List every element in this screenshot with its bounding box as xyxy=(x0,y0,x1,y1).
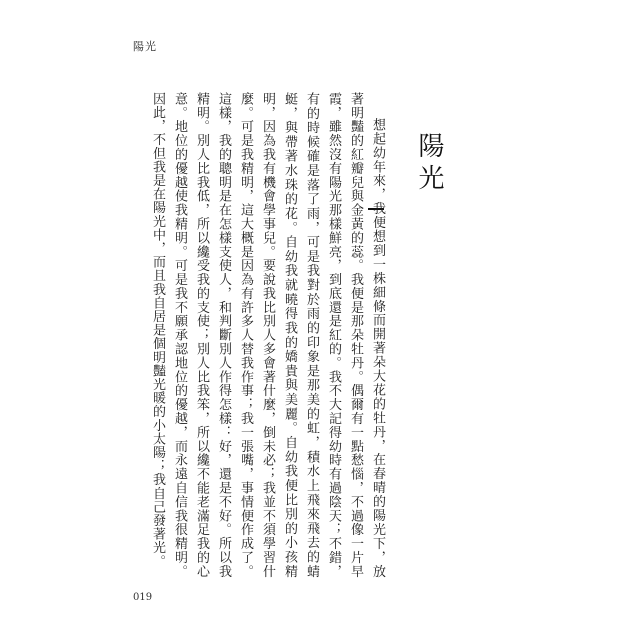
body-text xyxy=(150,92,388,578)
page-number: 019 xyxy=(133,592,153,603)
running-head: 陽光 xyxy=(133,40,157,53)
chapter-title: 陽光 xyxy=(414,132,444,196)
paragraph: 想起幼年來，我便想到一株細條而開著朵大花的牡丹，在春晴的陽光下，放著明豔的紅瓣兒與金黃的蕊。我便是那朵牡丹。偶爾有一點愁惱，不過像一片早霞，雖然沒有陽光那樣鮮亮，到底還是紅的。我不大記得幼時有過陰天；不錯，有的時候確是落了雨，可是我對於雨的印象是那美的虹，積水上飛來飛去的蜻蜓，與帶著水珠的花。自幼我就曉得我的嬌貴與美麗。自幼我便比別的小孩精明，因為我有機會學事兒。要說我比別人多會著什麼，倒未必；我並不須學習什麼。可是我精明，這大概是因為有許多人替我作事；我一張嘴，事情便作成了。這樣，我的聰明是在怎樣支使人，和判斷別人作得怎樣：好，還是不好。所以我精明。別人比我低，所以纔受我的支使；別人比我笨，所以纔不能老滿足我的心意。地位的優越使我精明。可是我不願承認地位的優越，而永遠自信我很精明。因此，不但我是在陽光中，而且我自居是個明豔光暖的小太陽；我自己發著光。 xyxy=(150,92,385,578)
